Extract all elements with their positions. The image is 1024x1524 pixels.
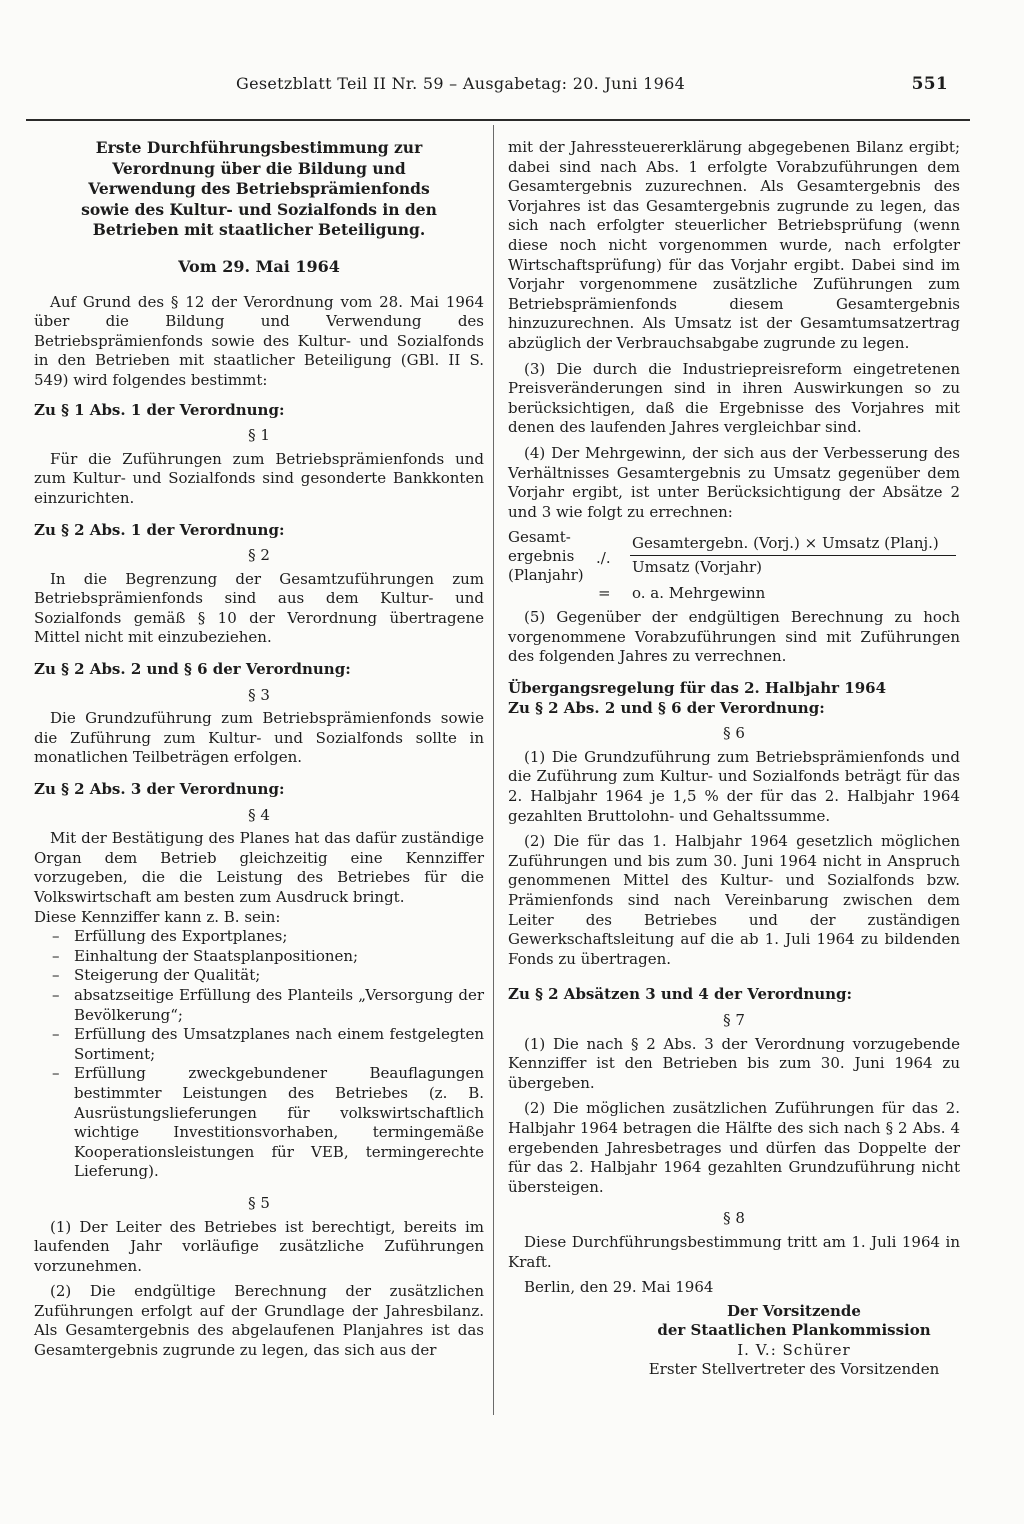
list-item: – Erfüllung des Umsatzplanes nach einem festgelegten Sortiment; xyxy=(52,1025,484,1063)
section-8-text: Diese Durchführungsbestimmung tritt am 1. Juli 1964 in Kraft. xyxy=(508,1232,960,1271)
formula-lhs: Gesamt-ergebnis (Planjahr) xyxy=(508,528,584,585)
section-4-number: § 4 xyxy=(248,805,270,824)
section-5-para-1: (1) Der Leiter des Betriebes ist berechtigt, bereits im laufenden Jahr vorläufige zusätzliche Zuführungen vorzunehmen. xyxy=(34,1217,484,1275)
list-item: – absatzseitige Erfüllung des Planteils „Versorgung der Bevölkerung“; xyxy=(52,985,484,1024)
section-5-continuation: mit der Jahressteuererklärung abgegebenen Bilanz ergibt; dabei sind nach Abs. 1 erfolgte Vorabzuführungen dem Gesamtergebnis zuzurechnen. Als Gesamtergebnis des Vorjahres ist das Gesamtergebnis zugrunde zu legen, das sich nach erfolgter steuerlicher Betriebsprüfung (wenn diese noch nicht vorgenommen wurde, nach erfolgter Wirtschaftsprüfung) für das Vorjahr ergibt. Dabei sind im Vorjahr vorgenommene zusätzliche Zuführungen zum Betriebsprämienfonds diesem Gesamtergebnis hinzuzurechnen. Als Umsatz ist der Gesamtumsatzertrag abzüglich der Verbrauchsabgabe zugrunde zu legen. xyxy=(508,138,960,352)
formula-result: o. a. Mehrgewinn xyxy=(632,584,766,603)
list-dash: – xyxy=(52,1025,60,1044)
section-5-para-3: (3) Die durch die Industriepreisreform eingetretenen Preisveränderungen sind in ihren Auswirkungen so zu berücksichtigen, daß die Ergebnisse des Vorjahres mit denen des laufenden Jahres vergleichbar sind. xyxy=(508,359,960,437)
formula-equals: = xyxy=(598,584,611,603)
section-8-number: § 8 xyxy=(723,1209,745,1228)
section-2-text: In die Begrenzung der Gesamtzuführungen zum Betriebsprämienfonds sind aus dem Kultur- und Sozialfonds gemäß § 10 der Verordnung übertragene Mittel nicht mit einzubeziehen. xyxy=(34,569,484,647)
list-dash: – xyxy=(52,1064,60,1083)
section-3-number: § 3 xyxy=(248,685,270,704)
signature-title-2: der Staatlichen Plankommission xyxy=(657,1321,931,1340)
section-7-number: § 7 xyxy=(723,1010,745,1029)
list-item: – Einhaltung der Staatsplanpositionen; xyxy=(52,946,359,965)
list-dash: – xyxy=(52,946,60,965)
section-7-para-1: (1) Die nach § 2 Abs. 3 der Verordnung vorzugebende Kennziffer ist den Betrieben bis zum 30. Juni 1964 zu übergeben. xyxy=(508,1034,960,1092)
section-7-para-2: (2) Die möglichen zusätzlichen Zuführungen für das 2. Halbjahr 1964 betragen die Hälfte des sich nach § 2 Abs. 4 ergebenden Jahresbetrages und dürfen das Doppelte der für das 2. Halbjahr 1964 gezahlten Grundzuführung nicht übersteigen. xyxy=(508,1099,960,1196)
heading-zu-4: Zu § 2 Abs. 3 der Verordnung: xyxy=(34,780,285,799)
header-title: Gesetzblatt Teil II Nr. 59 – Ausgabetag: 20. Juni 1964 xyxy=(236,74,686,93)
right-column xyxy=(508,138,960,1380)
page-header xyxy=(236,74,948,110)
section-2-number: § 2 xyxy=(248,546,270,565)
formula-denominator: Umsatz (Vorjahr) xyxy=(632,558,762,577)
section-3-text: Die Grundzuführung zum Betriebsprämienfonds sowie die Zuführung zum Kultur- und Sozialfonds sollte in monatlichen Teilbeträgen erfolgen. xyxy=(34,709,484,767)
left-column xyxy=(34,138,484,1361)
document-title: Erste Durchführungsbestimmung zur Verordnung über die Bildung und Verwendung des Betriebsprämienfonds sowie des Kultur- und Sozialfonds in den Betrieben mit staatlicher Beteiligung. xyxy=(81,138,437,240)
list-dash: – xyxy=(52,927,60,946)
column-divider xyxy=(493,125,494,1415)
section-6-number: § 6 xyxy=(723,724,745,743)
formula-fraction-bar xyxy=(630,555,956,556)
section-5-number: § 5 xyxy=(248,1193,270,1212)
heading-zu-7: Zu § 2 Absätzen 3 und 4 der Verordnung: xyxy=(508,985,853,1004)
section-4-text: Mit der Bestätigung des Planes hat das dafür zuständige Organ dem Betrieb gleichzeitig eine Kennziffer vorzugeben, die die Leistung des Betriebes für die Volkswirtschaft am besten zum Ausdruck bringt. xyxy=(34,829,484,906)
list-item: – Erfüllung zweckgebundener Beauflagungen bestimmter Leistungen des Betriebes (z. B. Ausrüstungslieferungen für volkswirtschaftlich wichtige Investitionsvorhaben, termingemäße Kooperationsleistungen für VEB, termingerechte Lieferung). xyxy=(52,1064,484,1181)
section-5-para-4: (4) Der Mehrgewinn, der sich aus der Verbesserung des Verhältnisses Gesamtergebnis zu Umsatz gegenüber dem Vorjahr ergibt, ist unter Berücksichtigung der Absätze 2 und 3 wie folgt zu errechnen: xyxy=(508,443,960,521)
document-date: Vom 29. Mai 1964 xyxy=(178,256,340,276)
formula-minus-operator: ./. xyxy=(596,549,611,568)
heading-zu-6: Zu § 2 Abs. 2 und § 6 der Verordnung: xyxy=(508,698,825,717)
mehrgewinn-formula xyxy=(508,528,960,608)
section-5-para-5: (5) Gegenüber der endgültigen Berechnung zu hoch vorgenommene Vorabzuführungen sind mit Zuführungen des folgenden Jahres zu verrechnen. xyxy=(508,608,960,666)
preamble: Auf Grund des § 12 der Verordnung vom 28. Mai 1964 über die Bildung und Verwendung des Betriebsprämienfonds sowie des Kultur- und Sozialfonds in den Betrieben mit staatlicher Beteiligung (GBl. II S. 549) wird folgendes bestimmt: xyxy=(34,292,484,389)
section-4-intro: Diese Kennziffer kann z. B. sein: xyxy=(34,907,281,926)
page-number: 551 xyxy=(911,74,948,94)
list-dash: – xyxy=(52,985,60,1004)
heading-zu-1: Zu § 1 Abs. 1 der Verordnung: xyxy=(34,400,285,419)
place-and-date: Berlin, den 29. Mai 1964 xyxy=(524,1278,714,1297)
list-dash: – xyxy=(52,966,60,985)
signature-title-1: Der Vorsitzende xyxy=(727,1301,861,1320)
signature-block xyxy=(628,1302,960,1380)
section-1-text: Für die Zuführungen zum Betriebsprämienfonds und zum Kultur- und Sozialfonds sind gesonderte Bankkonten einzurichten. xyxy=(34,449,484,507)
header-rule xyxy=(26,119,970,121)
signature-role: Erster Stellvertreter des Vorsitzenden xyxy=(648,1360,940,1379)
section-1-number: § 1 xyxy=(248,426,270,445)
section-5-para-2: (2) Die endgültige Berechnung der zusätzlichen Zuführungen erfolgt auf der Grundlage der Jahresbilanz. Als Gesamtergebnis des abgelaufenen Planjahres ist das Gesamtergebnis zugrunde zu legen, das sich aus der xyxy=(34,1282,484,1360)
list-item: – Erfüllung des Exportplanes; xyxy=(52,927,288,946)
section-6-para-2: (2) Die für das 1. Halbjahr 1964 gesetzlich möglichen Zuführungen und bis zum 30. Juni 1964 nicht in Anspruch genommenen Mittel des Kultur- und Sozialfonds bzw. Prämienfonds sind nach Vereinbarung zwischen dem Leiter des Betriebes und der zuständigen Gewerkschaftsleitung auf die ab 1. Juli 1964 zu bildenden Fonds zu übertragen. xyxy=(508,832,960,968)
list-item: – Steigerung der Qualität; xyxy=(52,966,261,985)
kennziffer-list xyxy=(34,927,484,1182)
heading-zu-3: Zu § 2 Abs. 2 und § 6 der Verordnung: xyxy=(34,660,351,679)
section-6-para-1: (1) Die Grundzuführung zum Betriebsprämienfonds und die Zuführung zum Kultur- und Sozialfonds beträgt für das 2. Halbjahr 1964 je 1,5 % der für das 2. Halbjahr 1964 gezahlten Bruttolohn- und Gehaltssumme. xyxy=(508,747,960,825)
heading-transition: Übergangsregelung für das 2. Halbjahr 1964 xyxy=(508,679,887,698)
heading-zu-2: Zu § 2 Abs. 1 der Verordnung: xyxy=(34,520,285,539)
signature-name: I. V.: Schürer xyxy=(737,1340,851,1359)
formula-numerator: Gesamtergebn. (Vorj.) × Umsatz (Planj.) xyxy=(632,534,939,553)
